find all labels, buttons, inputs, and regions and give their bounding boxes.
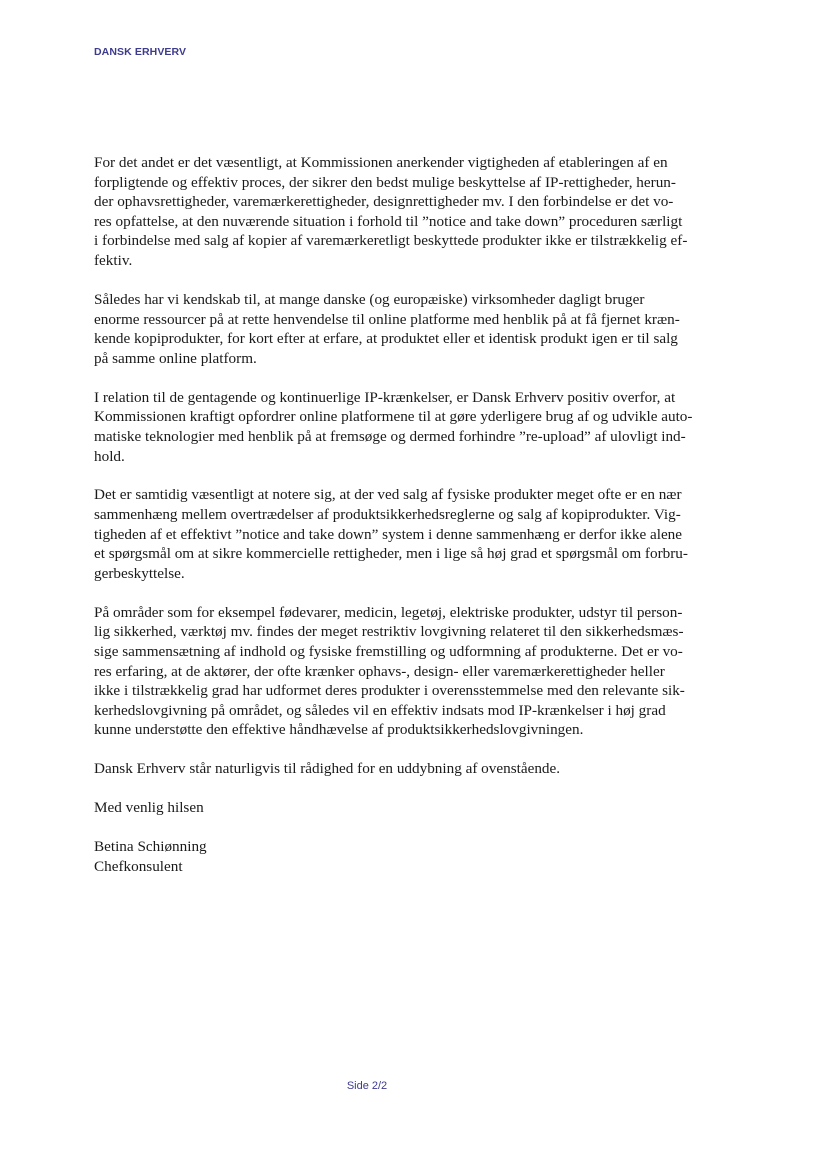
paragraph-3 xyxy=(94,388,726,466)
dansk-erhverv-logo: DANSK ERHVERV xyxy=(94,46,187,58)
text-line: Det er samtidig væsentligt at notere sig, at der ved salg af fysiske produkter meget ofte er en nær xyxy=(94,486,682,504)
text-line: gerbeskyttelse. xyxy=(94,564,185,582)
text-line: Dansk Erhverv står naturligvis til rådighed for en uddybning af ovenstående. xyxy=(94,760,561,778)
text-line: hold. xyxy=(94,447,125,465)
letter-body xyxy=(94,153,726,896)
text-line: På områder som for eksempel fødevarer, medicin, legetøj, elektriske produkter, udstyr til person- xyxy=(94,603,683,621)
text-line: res erfaring, at de aktører, der ofte krænker ophavs-, design- eller varemærkerettigheder heller xyxy=(94,662,665,680)
paragraph-1 xyxy=(94,153,726,271)
paragraph-4 xyxy=(94,485,726,583)
text-line: Kommissionen kraftigt opfordrer online platformene til at gøre yderligere brug af og udvikle auto- xyxy=(94,408,693,426)
signature-block xyxy=(94,837,726,876)
text-line: sammenhæng mellem overtrædelser af produktsikkerhedsreglerne og salg af kopiprodukter. Vig- xyxy=(94,506,681,524)
text-line: et spørgsmål om at sikre kommercielle rettigheder, men i lige så høj grad et spørgsmål om forbru- xyxy=(94,545,688,563)
text-line: lig sikkerhed, værktøj mv. findes der meget restriktiv lovgivning relateret til den sikkerhedsmæs- xyxy=(94,623,684,641)
text-line: I relation til de gentagende og kontinuerlige IP-krænkelser, er Dansk Erhverv positiv overfor, at xyxy=(94,388,676,406)
text-line: sige sammensætning af indhold og fysiske fremstilling og udformning af produkterne. Det er vo- xyxy=(94,643,683,661)
text-line: i forbindelse med salg af kopier af varemærkeretligt beskyttede produkter ikke er tilstrækkelig ef- xyxy=(94,232,688,250)
paragraph-2 xyxy=(94,290,726,368)
text-line: kende kopiprodukter, for kort efter at erfare, at produktet eller et identisk produkt igen er til salg xyxy=(94,330,678,348)
text-line: matiske teknologier med henblik på at fremsøge og dermed forhindre ”re-upload” af ulovligt ind- xyxy=(94,427,686,445)
text-line: på samme online platform. xyxy=(94,349,257,367)
text-line: res opfattelse, at den nuværende situation i forhold til ”notice and take down” proceduren særligt xyxy=(94,212,683,230)
text-line: der ophavsrettigheder, varemærkerettigheder, designrettigheder mv. I den forbindelse er det vo- xyxy=(94,193,674,211)
text-line: Således har vi kendskab til, at mange danske (og europæiske) virksomheder dagligt bruger xyxy=(94,290,645,308)
signer-name: Betina Schiønning xyxy=(94,838,207,856)
text-line: ikke i tilstrækkelig grad har udformet deres produkter i overensstemmelse med den relevante sik- xyxy=(94,682,685,700)
text-line: kunne understøtte den effektive håndhævelse af produktsikkerhedslovgivningen. xyxy=(94,721,584,739)
closing-salutation xyxy=(94,798,726,818)
text-line: For det andet er det væsentligt, at Kommissionen anerkender vigtigheden af etableringen af en xyxy=(94,154,668,171)
text-line: kerhedslovgivning på området, og således vil en effektiv indsats mod IP-krænkelser i høj grad xyxy=(94,701,666,719)
salutation-text: Med venlig hilsen xyxy=(94,799,204,817)
text-line: tigheden af et effektivt ”notice and take down” system i denne sammenhæng er derfor ikke alene xyxy=(94,525,683,543)
signer-title: Chefkonsulent xyxy=(94,857,183,875)
paragraph-6 xyxy=(94,759,726,779)
text-line: forpligtende og effektiv proces, der sikrer den bedst mulige beskyttelse af IP-rettigheder, herun- xyxy=(94,173,676,191)
text-line: fektiv. xyxy=(94,251,133,269)
page-number: Side 2/2 xyxy=(346,1080,388,1092)
paragraph-5 xyxy=(94,603,726,740)
text-line: enorme ressourcer på at rette henvendelse til online platforme med henblik på at få fjernet kræn- xyxy=(94,310,680,328)
